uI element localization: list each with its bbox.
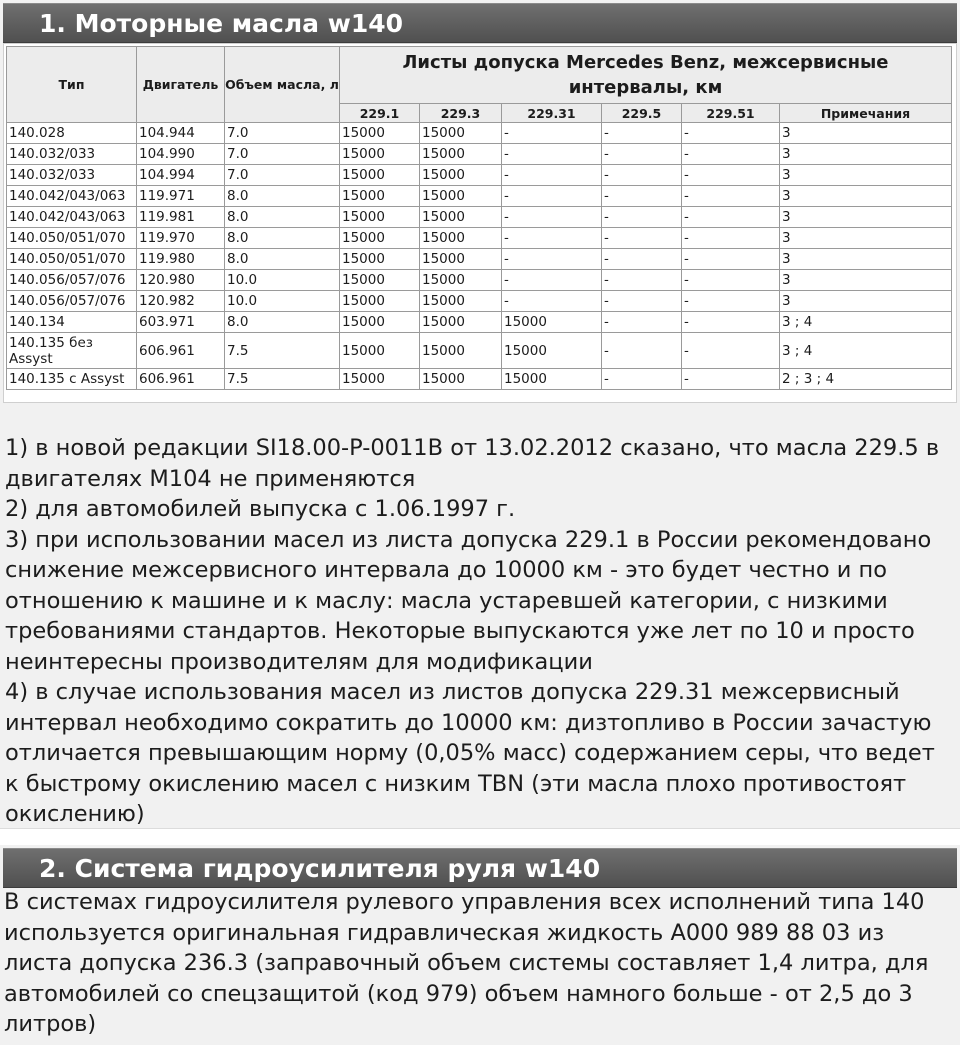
cell-notes: 3 <box>780 291 952 312</box>
cell-volume: 8.0 <box>225 228 340 249</box>
cell-229-51: - <box>682 228 780 249</box>
cell-229-3: 15000 <box>420 165 502 186</box>
cell-229-1: 15000 <box>340 249 420 270</box>
cell-engine: 104.994 <box>137 165 225 186</box>
footnote-1: 1) в новой редакции SI18.00-P-0011B от 13.02.2012 сказано, что масла 229.5 в двигателях M104 не применяются <box>5 435 940 492</box>
cell-229-1: 15000 <box>340 123 420 144</box>
cell-volume: 10.0 <box>225 291 340 312</box>
table-row <box>7 333 952 369</box>
cell-engine: 119.971 <box>137 186 225 207</box>
cell-engine: 104.990 <box>137 144 225 165</box>
cell-engine: 119.970 <box>137 228 225 249</box>
cell-229-5: - <box>602 291 682 312</box>
section-divider <box>0 828 960 845</box>
table-row <box>7 207 952 228</box>
cell-229-1: 15000 <box>340 186 420 207</box>
footnote-3: 3) при использовании масел из листа допуска 229.1 в России рекомендовано снижение межсервисного интервала до 10000 км - это будет честно и по отношению к машине и к маслу: масла устаревшей категории, с низкими требованиями стандартов. Некоторые выпускаются уже лет по 10 и просто неинтересны производителям для модификации <box>5 526 932 675</box>
cell-229-51: - <box>682 186 780 207</box>
cell-229-31: - <box>502 165 602 186</box>
cell-volume: 7.0 <box>225 144 340 165</box>
cell-229-3: 15000 <box>420 270 502 291</box>
cell-229-51: - <box>682 312 780 333</box>
cell-229-31: - <box>502 228 602 249</box>
cell-229-31: - <box>502 249 602 270</box>
cell-229-1: 15000 <box>340 270 420 291</box>
table-row <box>7 291 952 312</box>
section-1-header: 1. Моторные масла w140 <box>3 3 957 43</box>
table-row <box>7 369 952 390</box>
col-header-engine: Двигатель <box>137 47 225 123</box>
cell-notes: 3 <box>780 186 952 207</box>
cell-229-1: 15000 <box>340 144 420 165</box>
cell-229-1: 15000 <box>340 165 420 186</box>
cell-229-5: - <box>602 249 682 270</box>
cell-volume: 7.0 <box>225 123 340 144</box>
cell-notes: 3 <box>780 165 952 186</box>
cell-notes: 3 <box>780 228 952 249</box>
cell-engine: 104.944 <box>137 123 225 144</box>
col-header-notes: Примечания <box>780 104 952 123</box>
cell-notes: 2 ; 3 ; 4 <box>780 369 952 390</box>
cell-engine: 606.961 <box>137 369 225 390</box>
oil-table-body <box>7 123 952 390</box>
cell-229-3: 15000 <box>420 144 502 165</box>
col-header-volume: Объем масла, л <box>225 47 340 123</box>
cell-type: 140.032/033 <box>7 144 137 165</box>
cell-229-5: - <box>602 228 682 249</box>
cell-229-51: - <box>682 291 780 312</box>
cell-229-5: - <box>602 144 682 165</box>
cell-engine: 603.971 <box>137 312 225 333</box>
cell-type: 140.134 <box>7 312 137 333</box>
footnote-4: 4) в случае использования масел из листов допуска 229.31 межсервисный интервал необходимо сократить до 10000 км: дизтопливо в России зачастую отличается превышающим норму (0,05% масс) содержанием серы, что ведет к быстрому окислению масел с низким TBN (эти масла плохо противостоят окислению) <box>5 679 935 827</box>
cell-229-3: 15000 <box>420 123 502 144</box>
cell-notes: 3 <box>780 270 952 291</box>
cell-volume: 8.0 <box>225 312 340 333</box>
cell-229-1: 15000 <box>340 312 420 333</box>
cell-229-5: - <box>602 270 682 291</box>
cell-229-31: - <box>502 207 602 228</box>
cell-229-51: - <box>682 270 780 291</box>
cell-229-5: - <box>602 207 682 228</box>
cell-volume: 8.0 <box>225 186 340 207</box>
cell-229-51: - <box>682 369 780 390</box>
table-row <box>7 312 952 333</box>
cell-229-3: 15000 <box>420 312 502 333</box>
cell-229-31: - <box>502 291 602 312</box>
cell-229-31: - <box>502 270 602 291</box>
cell-229-31: - <box>502 123 602 144</box>
cell-volume: 7.0 <box>225 165 340 186</box>
section-2-header: 2. Система гидроусилителя руля w140 <box>3 848 957 888</box>
cell-229-5: - <box>602 165 682 186</box>
cell-notes: 3 <box>780 144 952 165</box>
col-header-229-31: 229.31 <box>502 104 602 123</box>
cell-229-31: 15000 <box>502 333 602 369</box>
power-steering-text: В системах гидроусилителя рулевого управления всех исполнений типа 140 используется оригинальная гидравлическая жидкость A000 989 88 03 из листа допуска 236.3 (заправочный объем системы составляет 1,4 литра, для автомобилей со спецзащитой (код 979) объем намного больше - от 2,5 до 3 литров) <box>4 889 929 1037</box>
cell-229-5: - <box>602 186 682 207</box>
cell-229-1: 15000 <box>340 291 420 312</box>
table-row <box>7 228 952 249</box>
cell-notes: 3 <box>780 123 952 144</box>
col-header-229-3: 229.3 <box>420 104 502 123</box>
cell-volume: 8.0 <box>225 207 340 228</box>
table-row <box>7 186 952 207</box>
cell-229-51: - <box>682 207 780 228</box>
cell-229-51: - <box>682 144 780 165</box>
cell-229-1: 15000 <box>340 207 420 228</box>
cell-engine: 120.982 <box>137 291 225 312</box>
table-row <box>7 165 952 186</box>
cell-229-31: - <box>502 186 602 207</box>
footnotes <box>5 433 955 830</box>
cell-229-3: 15000 <box>420 228 502 249</box>
cell-notes: 3 <box>780 249 952 270</box>
table-row <box>7 270 952 291</box>
cell-229-3: 15000 <box>420 249 502 270</box>
cell-229-3: 15000 <box>420 186 502 207</box>
cell-type: 140.050/051/070 <box>7 228 137 249</box>
cell-229-3: 15000 <box>420 333 502 369</box>
cell-type: 140.050/051/070 <box>7 249 137 270</box>
table-row <box>7 249 952 270</box>
cell-229-1: 15000 <box>340 369 420 390</box>
footnote-2: 2) для автомобилей выпуска с 1.06.1997 г. <box>5 496 516 522</box>
cell-engine: 119.981 <box>137 207 225 228</box>
oil-table-container <box>3 43 957 403</box>
cell-engine: 606.961 <box>137 333 225 369</box>
cell-229-3: 15000 <box>420 369 502 390</box>
cell-notes: 3 ; 4 <box>780 333 952 369</box>
cell-notes: 3 <box>780 207 952 228</box>
col-header-type: Тип <box>7 47 137 123</box>
cell-229-5: - <box>602 369 682 390</box>
cell-229-51: - <box>682 333 780 369</box>
col-header-approvals: Листы допуска Mercedes Benz, межсервисные интервалы, км <box>340 47 952 104</box>
cell-229-5: - <box>602 123 682 144</box>
cell-engine: 119.980 <box>137 249 225 270</box>
cell-volume: 8.0 <box>225 249 340 270</box>
cell-229-1: 15000 <box>340 333 420 369</box>
cell-type: 140.032/033 <box>7 165 137 186</box>
cell-type: 140.135 без Assyst <box>7 333 137 369</box>
cell-type: 140.056/057/076 <box>7 291 137 312</box>
cell-229-1: 15000 <box>340 228 420 249</box>
cell-229-5: - <box>602 333 682 369</box>
cell-type: 140.056/057/076 <box>7 270 137 291</box>
cell-volume: 10.0 <box>225 270 340 291</box>
cell-notes: 3 ; 4 <box>780 312 952 333</box>
cell-engine: 120.980 <box>137 270 225 291</box>
table-row <box>7 144 952 165</box>
cell-229-3: 15000 <box>420 291 502 312</box>
cell-type: 140.042/043/063 <box>7 207 137 228</box>
cell-volume: 7.5 <box>225 333 340 369</box>
cell-229-51: - <box>682 123 780 144</box>
cell-229-5: - <box>602 312 682 333</box>
col-header-229-5: 229.5 <box>602 104 682 123</box>
cell-229-3: 15000 <box>420 207 502 228</box>
cell-229-31: - <box>502 144 602 165</box>
col-header-229-51: 229.51 <box>682 104 780 123</box>
engine-oil-table <box>6 46 952 390</box>
col-header-229-1: 229.1 <box>340 104 420 123</box>
cell-volume: 7.5 <box>225 369 340 390</box>
cell-229-51: - <box>682 165 780 186</box>
cell-229-31: 15000 <box>502 369 602 390</box>
table-row <box>7 123 952 144</box>
cell-type: 140.042/043/063 <box>7 186 137 207</box>
cell-229-51: - <box>682 249 780 270</box>
cell-type: 140.028 <box>7 123 137 144</box>
cell-229-31: 15000 <box>502 312 602 333</box>
cell-type: 140.135 с Assyst <box>7 369 137 390</box>
